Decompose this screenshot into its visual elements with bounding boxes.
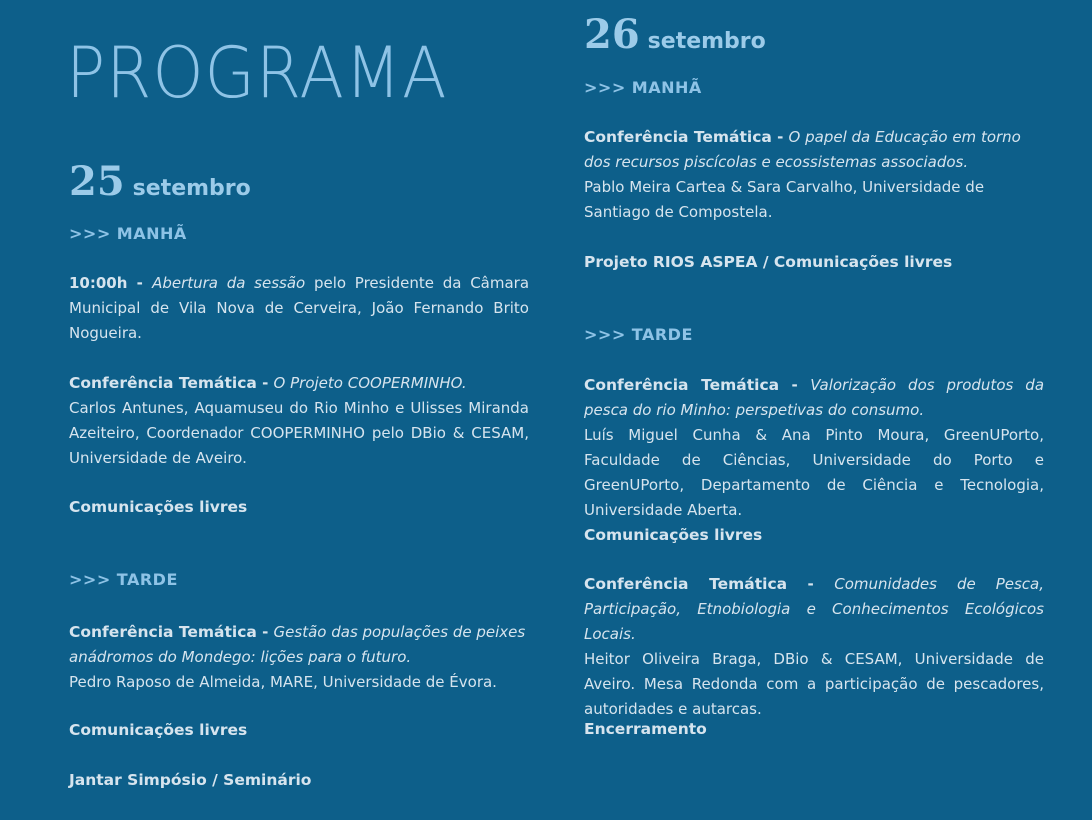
day1-afternoon-label: >>> TARDE	[69, 570, 178, 589]
day1-dinner: Jantar Simpósio / Seminário	[69, 771, 312, 789]
day2-number: 26	[584, 11, 640, 58]
opening-session: Abertura da sessão	[152, 274, 306, 292]
conference-speakers: Pablo Meira Cartea & Sara Carvalho, Universidade de Santiago de Compostela.	[584, 178, 985, 221]
conference-topic: O Projeto COOPERMINHO.	[273, 374, 467, 392]
day2-afternoon-free-comms: Comunicações livres	[584, 526, 763, 544]
day1-morning-conference: Conferência Temática - O Projeto COOPERMINHO. Carlos Antunes, Aquamuseu do Rio Minho e Ulisses Miranda Azeiteiro, Coordenador COOPERMINHO pelo DBio & CESAM, Universidade de Aveiro.	[69, 374, 529, 467]
day2-afternoon-label: >>> TARDE	[584, 325, 693, 344]
day2-afternoon-conference-1: Conferência Temática - Valorização dos produtos da pesca do rio Minho: perspetivas do consumo. Luís Miguel Cunha & Ana Pinto Moura, GreenUPorto, Faculdade de Ciências, Universidade do Porto e GreenUPorto, Departamento de Ciência e Tecnologia, Universidade Aberta.	[584, 376, 1045, 519]
day2-closing: Encerramento	[584, 720, 707, 738]
day2-project: Projeto RIOS ASPEA / Comunicações livres	[584, 253, 953, 271]
conference-label: Conferência Temática	[69, 623, 257, 641]
conference-speakers: Carlos Antunes, Aquamuseu do Rio Minho e Ulisses Miranda Azeiteiro, Coordenador COOPERMINHO pelo DBio & CESAM, Universidade de Aveiro.	[69, 399, 529, 467]
conference-topic: Gestão das populações de peixes anádromos do Mondego: lições para o futuro.	[69, 623, 526, 666]
conference-label: Conferência Temática	[584, 575, 788, 593]
day2-afternoon-conference-2: Conferência Temática - Comunidades de Pesca, Participação, Etnobiologia e Conhecimentos Ecológicos Locais. Heitor Oliveira Braga, DBio & CESAM, Universidade de Aveiro. Mesa Redonda com a participação de pescadores, autoridades e autarcas.	[584, 575, 1045, 718]
day1-number: 25	[69, 158, 125, 205]
day1-afternoon-free-comms: Comunicações livres	[69, 721, 248, 739]
conference-speakers: Heitor Oliveira Braga, DBio & CESAM, Universidade de Aveiro. Mesa Redonda com a participação de pescadores, autoridades e autarcas.	[584, 650, 1044, 718]
day2-morning-label: >>> MANHÃ	[584, 78, 702, 97]
conference-label: Conferência Temática	[584, 376, 780, 394]
opening-text: pelo Presidente da Câmara Municipal de Vila Nova de Cerveira, João Fernando Brito Nogueira.	[69, 274, 530, 342]
conference-speakers: Luís Miguel Cunha & Ana Pinto Moura, GreenUPorto, Faculdade de Ciências, Universidade do Porto e GreenUPorto, Departamento de Ciência e Tecnologia, Universidade Aberta.	[584, 426, 1044, 519]
day1-heading	[69, 158, 251, 205]
day1-month: setembro	[132, 176, 251, 201]
day1-morning-free-comms: Comunicações livres	[69, 498, 248, 516]
conference-label: Conferência Temática	[584, 128, 772, 146]
page-title: PROGRAMA	[66, 32, 448, 114]
day1-afternoon-conference: Conferência Temática - Gestão das populações de peixes anádromos do Mondego: lições para o futuro. Pedro Raposo de Almeida, MARE, Universidade de Évora.	[69, 623, 526, 691]
conference-topic: Comunidades de Pesca, Participação, Etnobiologia e Conhecimentos Ecológicos Locais.	[584, 575, 1045, 643]
day1-opening: 10:00h - Abertura da sessão pelo Presidente da Câmara Municipal de Vila Nova de Cerveira, João Fernando Brito Nogueira.	[69, 274, 530, 342]
day2-morning-conference: Conferência Temática - O papel da Educação em torno dos recursos piscícolas e ecossistemas associados. Pablo Meira Cartea & Sara Carvalho, Universidade de Santiago de Compostela.	[584, 128, 1021, 221]
day2-heading	[584, 11, 766, 58]
day2-month: setembro	[647, 29, 766, 54]
conference-speakers: Pedro Raposo de Almeida, MARE, Universidade de Évora.	[69, 673, 497, 691]
conference-label: Conferência Temática	[69, 374, 257, 392]
conference-topic: O papel da Educação em torno dos recursos piscícolas e ecossistemas associados.	[584, 128, 1021, 171]
day1-morning-label: >>> MANHÃ	[69, 224, 187, 243]
conference-topic: Valorização dos produtos da pesca do rio Minho: perspetivas do consumo.	[584, 376, 1045, 419]
opening-time: 10:00h	[69, 274, 128, 292]
